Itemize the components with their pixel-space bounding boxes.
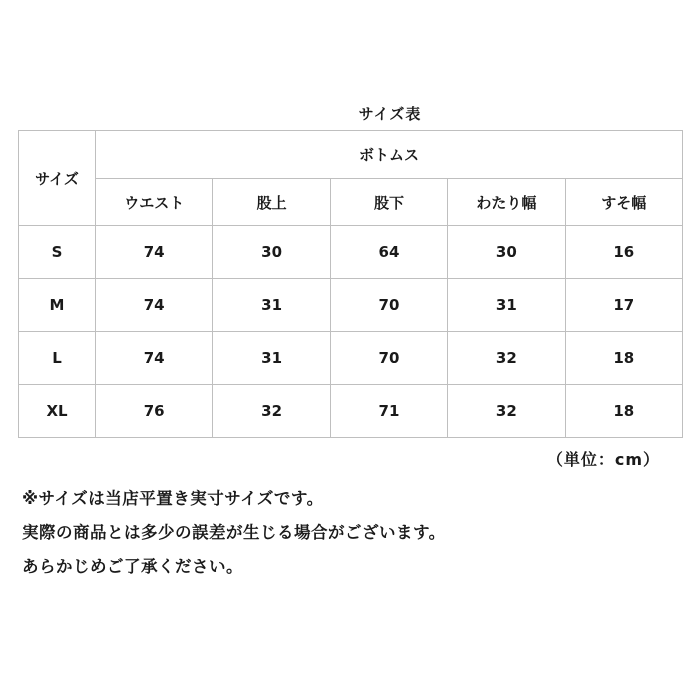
size-table [18,130,683,438]
note-line: あらかじめご了承ください。 [22,557,243,576]
column-header-hem: すそ幅 [565,179,682,226]
column-header-waist: ウエスト [96,179,213,226]
table-title: サイズ表 [358,105,422,123]
header-row-columns [19,179,683,226]
group-header: ボトムス [96,131,683,179]
value-cell: 32 [448,332,565,385]
size-cell: L [19,332,96,385]
value-cell: 18 [565,332,682,385]
size-cell: XL [19,385,96,438]
notes [22,482,446,584]
unit-label: （単位：cm） [546,450,660,469]
size-column-header: サイズ [19,131,96,226]
value-cell: 31 [448,279,565,332]
column-header-thigh: わたり幅 [448,179,565,226]
value-cell: 70 [330,332,447,385]
value-cell: 64 [330,226,447,279]
value-cell: 31 [213,279,330,332]
value-cell: 70 [330,279,447,332]
column-header-rise: 股上 [213,179,330,226]
note-line: 実際の商品とは多少の誤差が生じる場合がございます。 [22,523,446,542]
table-row [19,385,683,438]
column-header-inseam: 股下 [330,179,447,226]
value-cell: 16 [565,226,682,279]
value-cell: 32 [213,385,330,438]
value-cell: 30 [213,226,330,279]
value-cell: 76 [96,385,213,438]
table-row [19,226,683,279]
table-row [19,279,683,332]
value-cell: 71 [330,385,447,438]
size-cell: S [19,226,96,279]
value-cell: 17 [565,279,682,332]
table-row [19,332,683,385]
value-cell: 31 [213,332,330,385]
size-cell: M [19,279,96,332]
value-cell: 74 [96,279,213,332]
value-cell: 32 [448,385,565,438]
note-line: ※サイズは当店平置き実寸サイズです。 [22,489,324,508]
value-cell: 74 [96,226,213,279]
value-cell: 18 [565,385,682,438]
value-cell: 74 [96,332,213,385]
header-row-group [19,131,683,179]
value-cell: 30 [448,226,565,279]
